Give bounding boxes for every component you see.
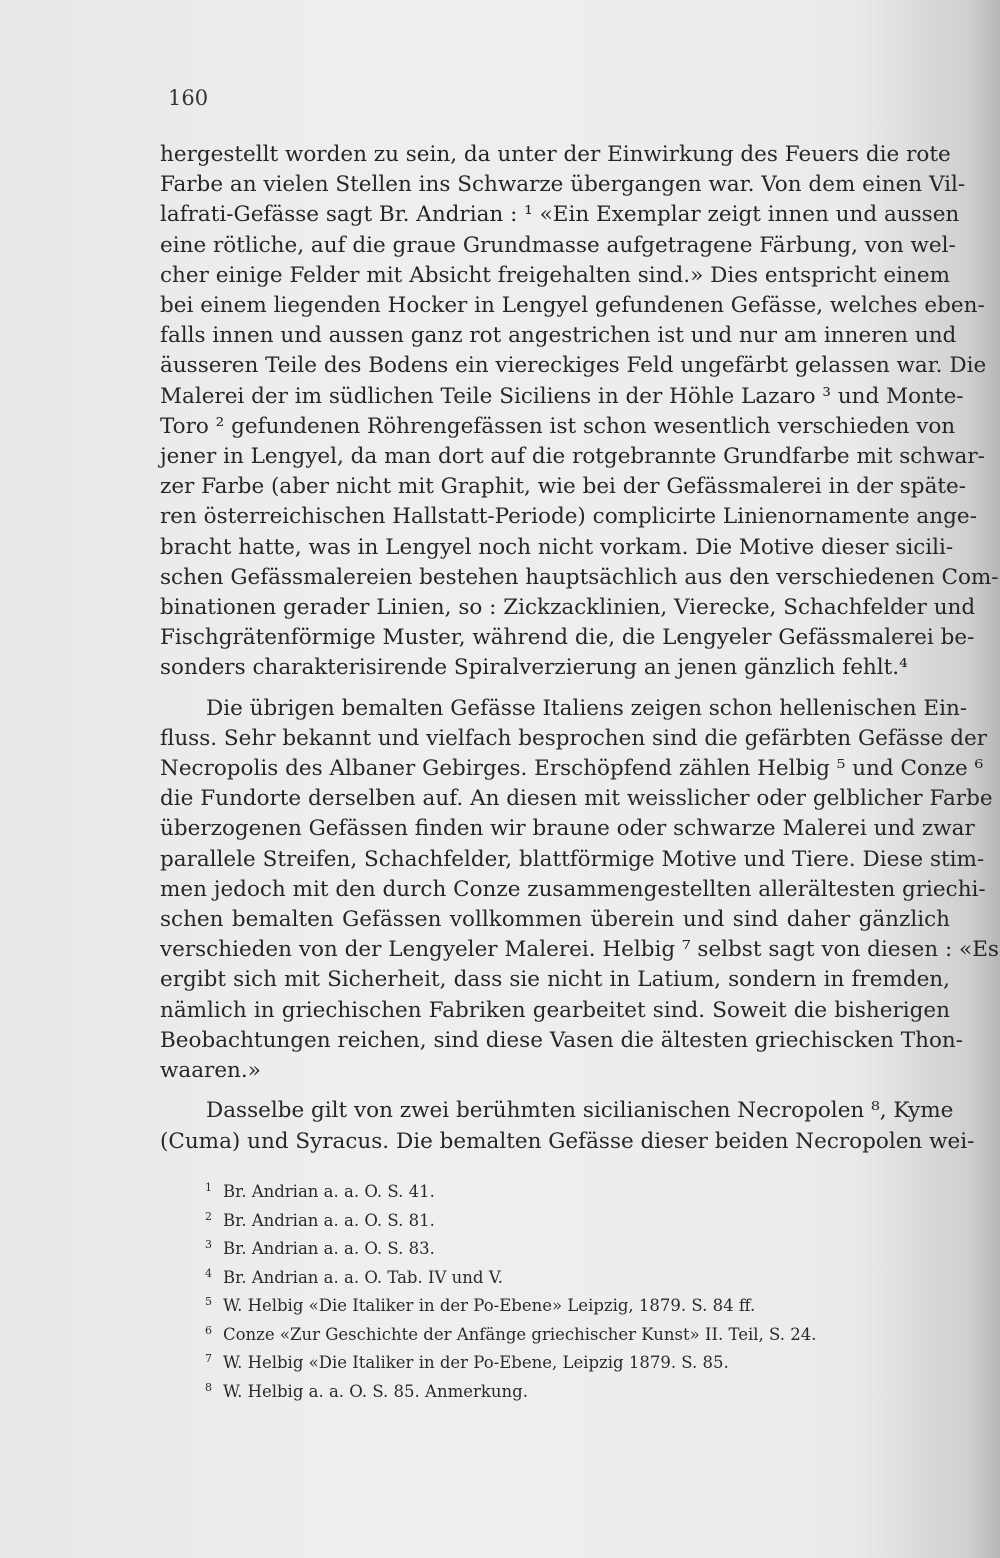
footnote-mark: 4 — [205, 1266, 212, 1280]
footnote-text: Br. Andrian a. a. O. S. 83. — [223, 1239, 435, 1258]
text-line: lafrati-Gefässe sagt Br. Andrian : ¹ «Ein Exemplar zeigt innen und aussen — [160, 202, 960, 228]
paragraph — [160, 140, 999, 684]
text-line: schen bemalten Gefässen vollkommen überein und sind daher gänzlich — [160, 907, 950, 933]
text-line: bracht hatte, was in Lengyel noch nicht vorkam. Die Motive dieser sicili- — [160, 534, 954, 560]
text-line: ren österreichischen Hallstatt-Periode) complicirte Linienornamente ange- — [160, 504, 977, 530]
text-line: parallele Streifen, Schachfelder, blattförmige Motive und Tiere. Diese stim- — [160, 846, 985, 872]
footnote — [205, 1347, 905, 1376]
text-line: Fischgrätenförmige Muster, während die, die Lengyeler Gefässmalerei be- — [160, 625, 975, 651]
page-number: 160 — [168, 86, 209, 110]
footnote-text: W. Helbig «Die Italiker in der Po-Ebene» Leipzig, 1879. S. 84 ff. — [223, 1296, 756, 1315]
footnote-mark: 5 — [205, 1295, 212, 1308]
text-line: Necropolis des Albaner Gebirges. Erschöpfend zählen Helbig ⁵ und Conze ⁶ — [160, 756, 984, 782]
text-line: cher einige Felder mit Absicht freigehalten sind.» Dies entspricht einem — [160, 262, 950, 288]
text-line: schen Gefässmalereien bestehen hauptsächlich aus den verschiedenen Com- — [160, 564, 999, 590]
body-text — [160, 140, 999, 1167]
footnote-text: Br. Andrian a. a. O. S. 81. — [223, 1210, 435, 1230]
footnote-text: Br. Andrian a. a. O. S. 41. — [223, 1182, 435, 1201]
footnote — [205, 1376, 905, 1405]
text-line: ergibt sich mit Sicherheit, dass sie nicht in Latium, sondern in fremden, — [160, 967, 950, 993]
paragraph — [160, 1096, 975, 1156]
footnote — [205, 1319, 905, 1348]
footnote-mark: 3 — [205, 1238, 212, 1251]
footnote-mark: 1 — [205, 1181, 212, 1194]
text-line: Malerei der im südlichen Teile Siciliens in der Höhle Lazaro ³ und Monte- — [160, 383, 964, 409]
text-line: verschieden von der Lengyeler Malerei. Helbig ⁷ selbst sagt von diesen : «Es — [160, 937, 999, 963]
text-line: Dasselbe gilt von zwei berühmten sicilianischen Necropolen ⁸, Kyme — [206, 1098, 954, 1124]
footnote-text: W. Helbig «Die Italiker in der Po-Ebene, Leipzig 1879. S. 85. — [223, 1353, 729, 1372]
paragraph — [160, 694, 999, 1087]
text-line: hergestellt worden zu sein, da unter der Einwirkung des Feuers die rote — [160, 142, 951, 167]
footnote — [205, 1176, 905, 1205]
text-line: Die übrigen bemalten Gefässe Italiens zeigen schon hellenischen Ein- — [206, 695, 968, 721]
footnotes — [205, 1176, 905, 1404]
text-line: zer Farbe (aber nicht mit Graphit, wie bei der Gefässmalerei in der späte- — [160, 474, 967, 500]
footnote-mark: 8 — [205, 1380, 212, 1394]
footnote — [205, 1205, 905, 1234]
footnote-text: W. Helbig a. a. O. S. 85. Anmerkung. — [223, 1381, 528, 1401]
text-line: Beobachtungen reichen, sind diese Vasen die ältesten griechiscken Thon- — [160, 1027, 964, 1053]
footnote — [205, 1262, 905, 1291]
footnote-text: Br. Andrian a. a. O. Tab. IV und V. — [223, 1267, 504, 1287]
footnote-text: Conze «Zur Geschichte der Anfänge griechischer Kunst» II. Teil, S. 24. — [223, 1324, 817, 1344]
text-line: (Cuma) und Syracus. Die bemalten Gefässe dieser beiden Necropolen wei- — [160, 1128, 975, 1154]
footnote-mark: 7 — [205, 1352, 212, 1365]
text-line: eine rötliche, auf die graue Grundmasse aufgetragene Färbung, von wel- — [160, 232, 956, 258]
text-line: bei einem liegenden Hocker in Lengyel gefundenen Gefässe, welches eben- — [160, 293, 985, 319]
text-line: Farbe an vielen Stellen ins Schwarze übergangen war. Von dem einen Vil- — [160, 172, 966, 198]
text-line: waaren.» — [160, 1058, 261, 1084]
text-line: men jedoch mit den durch Conze zusammengestellten allerältesten griechi- — [160, 876, 986, 902]
text-line: fluss. Sehr bekannt und vielfach besprochen sind die gefärbten Gefässe der — [160, 725, 988, 751]
text-line: überzogenen Gefässen finden wir braune oder schwarze Malerei und zwar — [160, 816, 975, 842]
text-line: jener in Lengyel, da man dort auf die rotgebrannte Grundfarbe mit schwar- — [160, 444, 985, 470]
text-line: sonders charakterisirende Spiralverzierung an jenen gänzlich fehlt.⁴ — [160, 655, 908, 681]
footnote — [205, 1290, 905, 1319]
footnote — [205, 1233, 905, 1262]
text-line: Toro ² gefundenen Röhrengefässen ist schon wesentlich verschieden von — [160, 413, 956, 439]
footnote-mark: 6 — [205, 1323, 212, 1337]
text-line: die Fundorte derselben auf. An diesen mit weisslicher oder gelblicher Farbe — [160, 786, 993, 812]
text-line: äusseren Teile des Bodens ein viereckiges Feld ungefärbt gelassen war. Die — [160, 353, 987, 379]
footnote-mark: 2 — [205, 1209, 212, 1223]
text-line: falls innen und aussen ganz rot angestrichen ist und nur am inneren und — [160, 323, 957, 349]
text-line: binationen gerader Linien, so : Zickzacklinien, Vierecke, Schachfelder und — [160, 595, 976, 621]
text-line: nämlich in griechischen Fabriken gearbeitet sind. Soweit die bisherigen — [160, 997, 950, 1023]
